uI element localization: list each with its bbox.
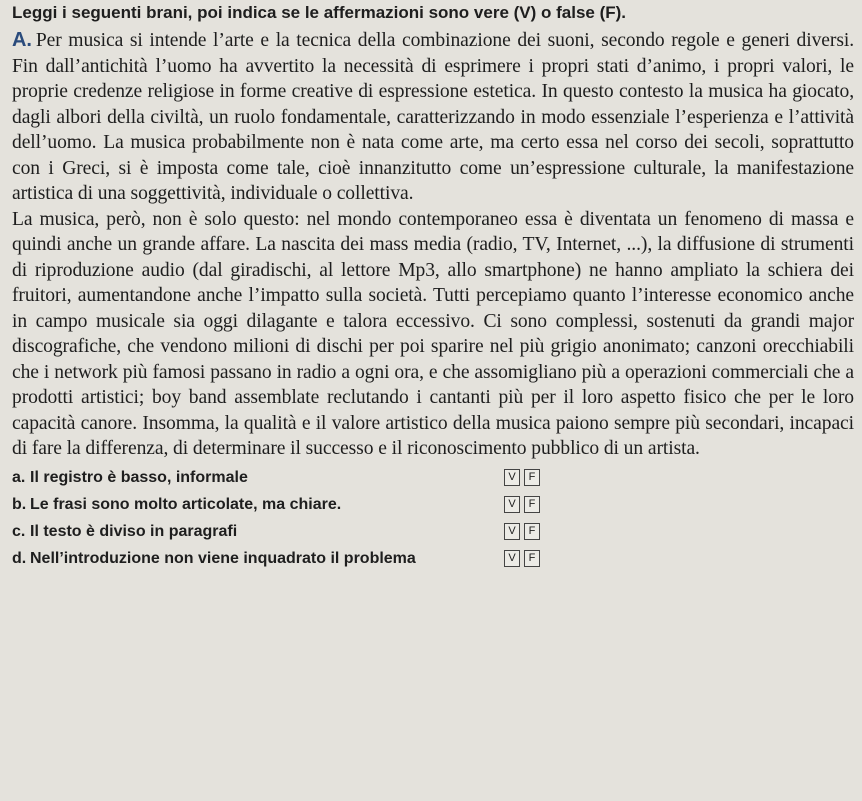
passage-paragraph-1-text: Per musica si intende l’arte e la tecnica della combinazione dei suoni, secondo regole e generi diversi. Fin dall’antichità l’uomo ha avvertito la necessità di esprimere i propri stati d’animo, i propri valori, le proprie credenze religiose in forme creative di espressione estetica. In questo contesto la musica ha giocato, dagli albori della civiltà, un ruolo fondamentale, caratterizzando in modo essenziale l’esperienza e l’attività dell’uomo. La musica probabilmente non è nata come arte, ma certo essa nel corso dei secoli, soprattutto con i Greci, si è imposta come tale, cioè innanzitutto come un’espressione culturale, la manifestazione artistica di una soggettività, individuale o collettiva. xyxy=(12,30,854,204)
false-box[interactable]: F xyxy=(524,469,540,486)
statement-d xyxy=(12,545,854,572)
statement-letter: d. xyxy=(12,549,27,567)
statement-letter: a. xyxy=(12,468,26,486)
statement-c xyxy=(12,518,854,545)
statement-text: Nell’introduzione non viene inquadrato il problema xyxy=(30,549,416,567)
answer-boxes xyxy=(504,518,540,545)
statement-letter: b. xyxy=(12,495,27,513)
answer-boxes xyxy=(504,464,540,491)
false-box[interactable]: F xyxy=(524,496,540,513)
passage-paragraph-1 xyxy=(12,28,854,207)
statement-text: Il registro è basso, informale xyxy=(30,468,248,486)
true-box[interactable]: V xyxy=(504,523,520,540)
false-box[interactable]: F xyxy=(524,550,540,567)
statement-b xyxy=(12,491,854,518)
statement-letter: c. xyxy=(12,522,26,540)
false-box[interactable]: F xyxy=(524,523,540,540)
answer-boxes xyxy=(504,491,540,518)
passage-paragraph-2: La musica, però, non è solo questo: nel mondo contemporaneo essa è diventata un fenomeno di massa e quindi anche un grande affare. La nascita dei mass media (radio, TV, Internet, ...), la diffusione di strumenti di riproduzione audio (dal giradischi, al lettore Mp3, allo smartphone) ne hanno ampliato la schiera dei fruitori, aumentandone anche l’impatto sulla società. Tutti percepiamo quanto l’interesse economico anche in campo musicale sia oggi dilagante e talora eccessivo. Ci sono complessi, sostenuti da grandi major discografiche, che vendono milioni di dischi per poi sparire nel più grigio anonimato; canzoni orecchiabili che i network più famosi passano in radio a ogni ora, e che assomigliano più a operazioni commerciali che a prodotti artistici; boy band assemblate reclutando i cantanti più per il loro aspetto fisico che per le loro capacità canore. Insomma, la qualità e il valore artistico della musica paiono sempre più secondari, incapaci di fare la differenza, di determinare il successo e il riconoscimento pubblico di un artista. xyxy=(12,208,854,459)
answer-boxes xyxy=(504,545,540,572)
statement-text: Le frasi sono molto articolate, ma chiare. xyxy=(30,495,342,513)
true-box[interactable]: V xyxy=(504,469,520,486)
statement-text: Il testo è diviso in paragrafi xyxy=(30,522,238,540)
true-box[interactable]: V xyxy=(504,550,520,567)
exercise-instruction: Leggi i seguenti brani, poi indica se le affermazioni sono vere (V) o false (F). xyxy=(12,3,627,22)
statement-a xyxy=(12,464,854,491)
passage-label: A. xyxy=(12,29,32,51)
true-box[interactable]: V xyxy=(504,496,520,513)
true-false-list xyxy=(12,464,854,572)
